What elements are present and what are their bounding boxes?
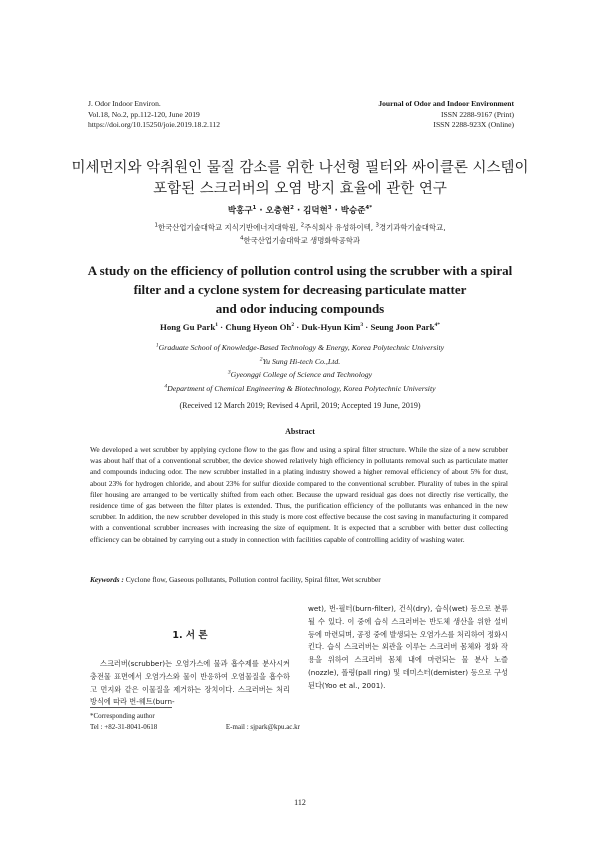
korean-title [0,158,600,200]
author-kr-4: 박승준$^{4*}$ [340,205,373,216]
author-en-3: Duk-Hyun Kim$^3$ [301,322,364,332]
english-title [50,261,550,318]
author-en-1: Hong Gu Park$^1$ [160,322,218,332]
footnote-divider [90,707,172,708]
keywords-list: Cyclone flow, Gaseous pollutants, Pollution control facility, Spiral filter, Wet scrubber [125,575,381,584]
author-kr-2: 오충현$^2$ [265,205,294,216]
section-title-introduction: 1. 서 론 [172,630,208,641]
issn-online: ISSN 2288-923X (Online) [433,120,514,130]
journal-header-right [378,99,514,131]
doi-link[interactable]: https://doi.org/10.15250/joie.2019.18.2.112 [88,120,221,130]
author-kr-3: 김덕현$^3$ [303,205,332,216]
body-column-right [308,603,508,693]
english-title-line1: A study on the efficiency of pollution control using the scrubber with a spiral [87,263,513,278]
english-title-line2: filter and a cyclone system for decreasing particulate matter [133,282,467,297]
korean-authors: 박홍구$^1$ · 오충현$^2$ · 김덕현$^3$ · 박승준$^{4*}$ [227,205,373,216]
english-authors: Hong Gu Park$^1$ · Chung Hyeon $Oh^2$ · Duk-Hyun Kim$^3$ · Seung Joon Park$^{4*}$ [160,322,440,332]
journal-header-left [88,99,220,131]
korean-affil-line2: $^4$한국산업기술대학교 생명화학공학과 [239,235,361,245]
author-en-2: Chung Hyeon Oh$^2$ [225,322,295,332]
intro-paragraph-1: 스크러버(scrubber)는 오염가스에 물과 흡수제를 분사시켜 충전물 표면에서 오염가스와 물이 반응하여 오염물질을 흡수하고 먼지와 같은 이물질을 제거하는 장치이다. 스크러버는 처리 방식에 따라 번-웨트(burn- [90,659,290,707]
issn-print: ISSN 2288-9167 (Print) [441,109,514,119]
volume-info: Vol.18, No.2, pp.112-120, June 2019 [88,109,200,119]
footnote [90,711,300,732]
english-affiliations [0,341,600,395]
journal-abbrev: J. Odor Indoor Environ. [88,99,161,108]
author-email[interactable]: E-mail : sjpark@kpu.ac.kr [225,722,300,731]
korean-affil-line1: $^1$한국산업기술대학교 지식기반에너지대학원, $^2$주식회사 유성하이텍, $^3$경기과학기술대학교, [154,222,446,232]
english-affil-1: $^1$Graduate School of Knowledge-Based Technology & Energy, Korea Polytechnic University [155,342,445,352]
english-affil-2: $^2$Yu Sung Hi-tech Co.,Ltd. [259,355,341,366]
abstract-heading: Abstract [285,427,315,436]
intro-paragraph-1-cont: wet), 번-필터(burn-filter), 건식(dry), 습식(wet) 등으로 분류될 수 있다. 이 중에 습식 스크러버는 반도체 생산을 위한 설비 등에 마련되며, 공정 중에 발생되는 오염가스를 처리하여 정화시킨다. 습식 스크러버는 외관을 이루는 스크러버 몸체와 정화 작용을 위하여 스크러버 몸체 내에 마련되는 물 분사 노즐(nozzle), 폴링(pall ring) 및 데미스터(demister) 등으로 구성된다(Yoo et al., 2001). [308,604,508,690]
english-affil-4: $^4$Department of Chemical Engineering & Biotechnology, Korea Polytechnic University [164,382,436,393]
author-tel: Tel : +82-31-8041-0618 [90,722,158,731]
page-number: 112 [294,798,306,807]
english-title-line3: and odor inducing compounds [215,301,385,316]
keywords-label: Keywords : [90,575,124,584]
korean-title-line1: 미세먼지와 악취원인 물질 감소를 위한 나선형 필터와 싸이클론 시스템이 [71,160,529,176]
korean-affiliations [0,222,600,247]
keywords [90,574,508,585]
author-en-4: Seung Joon Park$^{4*}$ [370,322,440,332]
journal-name: Journal of Odor and Indoor Environment [378,99,514,108]
corresponding-author-note: *Corresponding author [90,712,155,720]
author-kr-1: 박홍구$^1$ [227,205,257,216]
received-dates: (Received 12 March 2019; Revised 4 April, 2019; Accepted 19 June, 2019) [179,401,421,410]
body-column-left [90,658,290,709]
english-affil-3: $^3$Gyeonggi College of Science and Technology [227,369,373,379]
korean-title-line2: 포함된 스크러버의 오염 방지 효율에 관한 연구 [153,181,447,197]
abstract-body: We developed a wet scrubber by applying cyclone flow to the gas flow and using a spiral filter structure. While the size of a new scrubber was about half that of a conventional scrubber, the device showed relatively high efficiency in pollutants removal such as particulate matter and compounds inducing odor. The new scrubber installed in a plating industry showed a higher removal efficiency of about 5% for dust, about 23% for hydrogen chloride, and about 23% for sulfur dioxide compared to the conventional scrubber. Plurality of tubes in the spiral filer housing are arranged to be vertically shifted from each other. Because the upward residual gas does not directly rise vertically, the residence time of gas between the filter plates is extended. Thus, the purification efficiency of the pollutants was enhanced in the new scrubber. In addition, the new scrubber developed in this study is more cost effective because the cost saving in manufacturing it compared with a conventional scrubber increases with increasing the size of equipment. It is expected that a scrubber with better dust collecting efficiency can be obtained by carrying out a study in connection with facilities capable of controlling acidity of washing water. [90,445,508,544]
